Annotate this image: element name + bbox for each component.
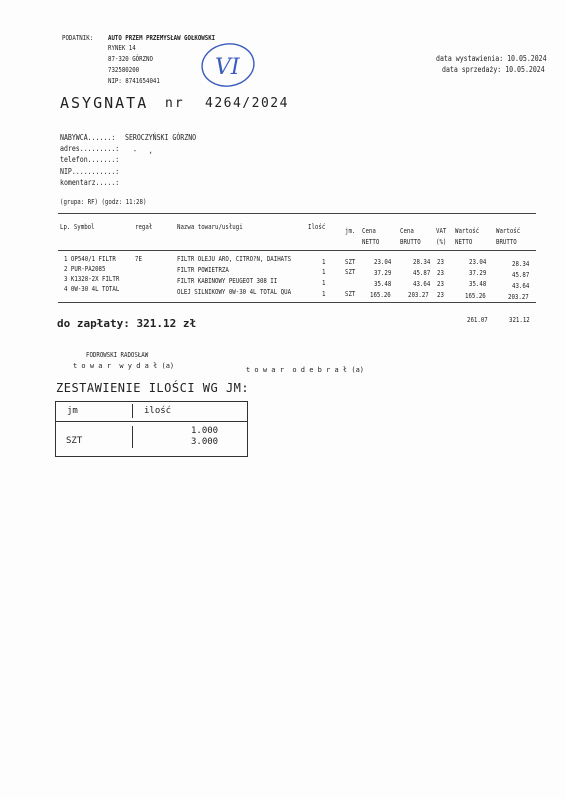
cell-lp-symbol: 2 PUR-PA2085 [64,265,106,273]
cell-vat: 23 [437,280,444,288]
cell-unit: SZT [345,290,356,298]
th-lp-symbol: Lp. Symbol [60,223,95,231]
cell-qty: 1 [322,279,326,287]
cell-gross-value: 45.87 [512,271,530,279]
received-by-label: t o w a r o d e b r a ł (a) [246,366,365,374]
th-net-value-1: Wartość [455,227,480,235]
cell-lp-symbol: 3 K1328-2X FILTR [64,275,120,283]
buyer-nip-label: NIP...........: [60,167,120,176]
cell-gross-value: 43.64 [512,282,530,290]
table-bottom-rule [58,302,536,303]
cell-lp-symbol: 4 0W-30 4L TOTAL [64,285,120,293]
stamp-text: VI [215,55,240,80]
doc-type: ASYGNATA [60,94,149,112]
net-total: 261.07 [467,316,488,324]
cell-gross-value: 203.27 [508,293,529,301]
seller-city: 87-320 GÓRZNO [108,55,153,63]
cell-net-price: 23.04 [374,258,392,266]
summary-col-unit: jm [67,406,78,416]
cell-gross-price: 28.34 [413,258,431,266]
summary-unit-value: SZT [66,436,83,446]
cell-vat: 23 [437,291,444,299]
th-vat-1: VAT [436,227,447,235]
cell-shelf: 7E [135,255,142,263]
cell-name: FILTR POWIETRZA [177,266,229,274]
table-header-rule [58,250,536,251]
cell-vat: 23 [437,258,444,266]
th-gross-value-1: Wartość [496,227,521,235]
cell-net-value: 35.48 [469,280,487,288]
th-unit: jm. [345,227,356,235]
cell-unit: SZT [345,268,356,276]
cell-vat: 23 [437,269,444,277]
handwritten-mark [198,40,258,90]
buyer-comment-label: komentarz.....: [60,178,120,187]
cell-net-price: 165.26 [370,291,391,299]
cell-name: OLEJ SILNIKOWY 0W-30 4L TOTAL QUA [177,288,292,296]
cell-qty: 1 [322,290,326,298]
summary-header-divider [56,421,247,422]
cell-net-price: 37.29 [374,269,392,277]
summary-qty-value-1: 1.000 [191,426,219,436]
issued-by-name: FODROWSKI RADOSŁAW [86,351,149,359]
seller-name: AUTO PRZEM PRZEMYSŁAW GOŁKOWSKI [108,34,216,42]
cell-name: FILTR OLEJU ARO, CITRO?N, DAIHATS [177,255,292,263]
sale-date: data sprzedaży: 10.05.2024 [442,65,545,74]
cell-name: FILTR KABINOWY PEUGEOT 308 II [177,277,278,285]
th-vat-2: (%) [436,238,447,246]
summary-title: ZESTAWIENIE ILOŚCI WG JM: [56,381,250,395]
summary-col-divider-bottom [132,426,133,448]
cell-qty: 1 [322,268,326,276]
summary-col-divider-top [132,404,133,418]
cell-net-price: 35.48 [374,280,392,288]
cell-gross-price: 45.87 [413,269,431,277]
buyer-address-label: adres.........: [60,144,120,153]
cell-qty: 1 [322,258,326,266]
buyer-address: - , [133,146,153,155]
gross-total: 321.12 [509,316,530,324]
doc-number: 4264/2024 [205,96,289,111]
doc-nr-label: nr [165,96,185,111]
buyer-name: SEROCZYŃSKI GÓRZNO [125,133,197,142]
issued-by-label: t o w a r w y d a ł (a) [73,362,175,370]
th-gross-price-2: BRUTTO [400,238,421,246]
summary-qty-value-2: 3.000 [191,437,219,447]
th-shelf: regał [135,223,153,231]
buyer-name-label: NABYWCA......: [60,133,116,142]
group-line: (grupa: RF) (godz: 11:28) [60,198,147,206]
th-net-price-2: NETTO [362,238,380,246]
seller-street: RYNEK 14 [108,44,136,52]
table-top-rule [58,213,536,214]
cell-net-value: 165.26 [465,292,486,300]
cell-gross-price: 43.64 [413,280,431,288]
cell-net-value: 23.04 [469,258,487,266]
cell-net-value: 37.29 [469,269,487,277]
cell-gross-price: 203.27 [408,291,429,299]
seller-phone: 732580200 [108,66,140,74]
cell-gross-value: 28.34 [512,260,530,268]
cell-lp-symbol: 1 OP540/1 FILTR [64,255,116,263]
th-gross-price-1: Cena [400,227,414,235]
summary-table [55,401,248,457]
summary-col-qty: ilość [144,406,172,416]
buyer-phone-label: telefon.......: [60,155,120,164]
th-name: Nazwa towaru/usługi [177,223,243,231]
th-net-price-1: Cena [362,227,376,235]
issue-date: data wystawienia: 10.05.2024 [436,54,547,63]
seller-nip: NIP: 8741654041 [108,77,160,85]
to-pay-total: do zapłaty: 321.12 zł [57,317,197,330]
cell-unit: SZT [345,258,356,266]
th-gross-value-2: BRUTTO [496,238,517,246]
seller-label: PODATNIK: [62,34,94,42]
th-qty: Ilość [308,223,326,231]
th-net-value-2: NETTO [455,238,473,246]
